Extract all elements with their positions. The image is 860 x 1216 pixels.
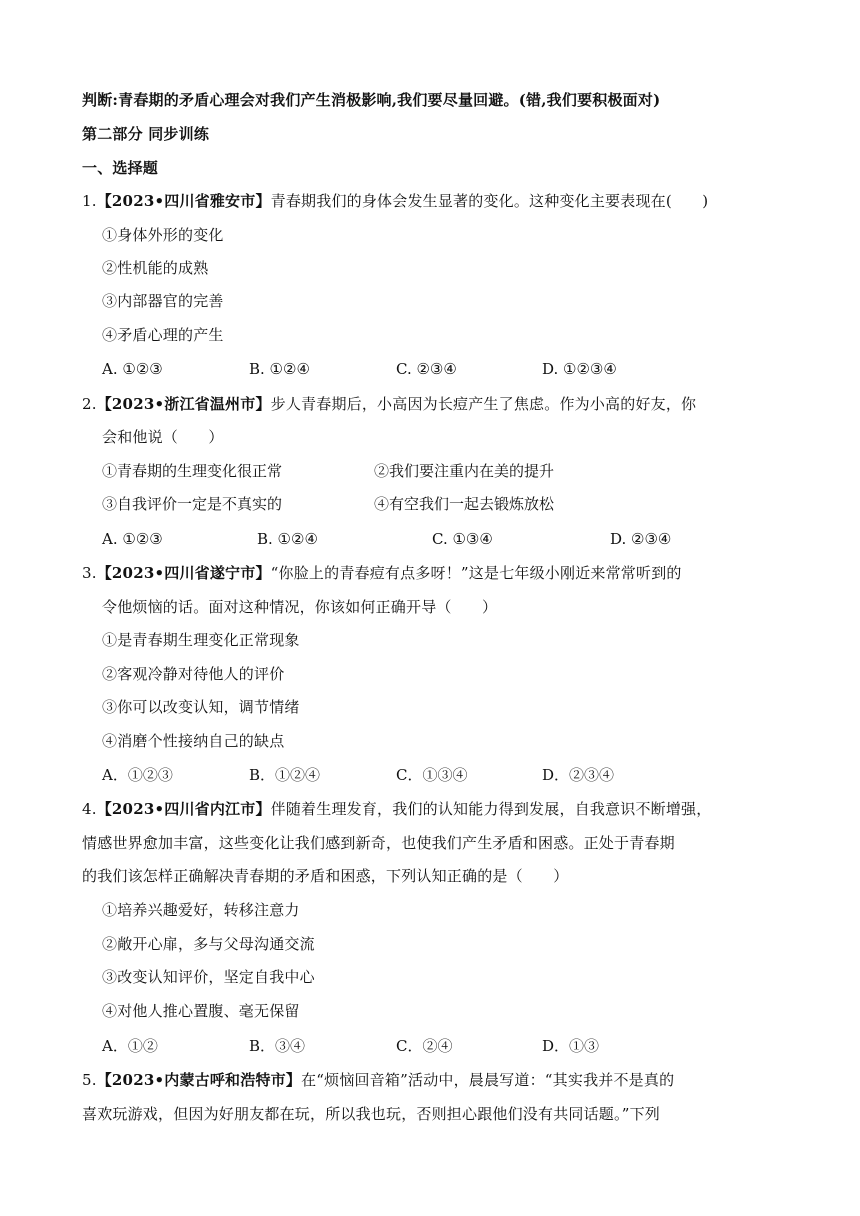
question-4-option: ②敞开心扉，多与父母沟通交流	[102, 935, 315, 953]
choice-b: B．③④	[249, 1037, 306, 1055]
choice-c: C. ①③④	[432, 530, 493, 548]
question-number: 3.	[82, 564, 97, 582]
judgment-note: 判断:青春期的矛盾心理会对我们产生消极影响,我们要尽量回避。(错,我们要积极面对)	[82, 91, 661, 109]
choice-d: D．②③④	[542, 766, 615, 784]
question-1-option: ④矛盾心理的产生	[102, 326, 224, 344]
question-1-option: ②性机能的成熟	[102, 259, 209, 277]
choice-d: D．①③	[542, 1037, 600, 1055]
choice-b: B．①②④	[249, 766, 321, 784]
question-4-option: ④对他人推心置腹、毫无保留	[102, 1002, 300, 1020]
question-text: 伴随着生理发育，我们的认知能力得到发展，自我意识不断增强，	[270, 800, 712, 818]
subsection-title: 一、选择题	[82, 159, 159, 177]
section-title: 第二部分 同步训练	[82, 125, 210, 143]
question-4-stem	[82, 799, 711, 819]
question-5-stem-cont: 喜欢玩游戏，但因为好朋友都在玩，所以我也玩，否则担心跟他们没有共同话题。”下列	[82, 1105, 660, 1123]
question-2-option: ②我们要注重内在美的提升	[374, 462, 555, 480]
question-3-choices	[102, 765, 802, 785]
question-source: 【2023•内蒙古呼和浩特市】	[96, 1071, 302, 1089]
choice-a: A. ①②③	[102, 360, 163, 378]
question-number: 4.	[82, 800, 97, 818]
question-2-options-row-2	[102, 494, 802, 514]
question-4-stem-cont: 情感世界愈加丰富，这些变化让我们感到新奇，也使我们产生矛盾和困惑。正处于青春期	[82, 834, 675, 852]
choice-c: C．①③④	[396, 766, 468, 784]
choice-c: C．②④	[396, 1037, 453, 1055]
question-1-option: ③内部器官的完善	[102, 292, 224, 310]
choice-d: D. ②③④	[610, 530, 672, 548]
question-4-stem-cont: 的我们该怎样正确解决青春期的矛盾和困惑，下列认知正确的是（ ）	[82, 867, 569, 885]
question-3-stem	[82, 563, 682, 583]
question-2-choices	[102, 529, 802, 549]
question-text: “你脸上的青春痘有点多呀！”这是七年级小刚近来常常听到的	[270, 564, 682, 582]
choice-a: A. ①②③	[102, 530, 163, 548]
question-text: 在“烦恼回音箱”活动中，晨晨写道：“其实我并不是真的	[301, 1071, 675, 1089]
question-source: 【2023•四川省雅安市】	[96, 192, 271, 210]
question-5-stem	[82, 1070, 674, 1090]
choice-b: B. ①②④	[257, 530, 318, 548]
question-3-option: ①是青春期生理变化正常现象	[102, 631, 300, 649]
choice-b: B. ①②④	[249, 360, 310, 378]
choice-a: A．①②③	[102, 766, 173, 784]
choice-c: C. ②③④	[396, 360, 457, 378]
question-1-option: ①身体外形的变化	[102, 226, 224, 244]
question-source: 【2023•浙江省温州市】	[96, 395, 271, 413]
question-number: 5.	[82, 1071, 97, 1089]
question-4-option: ③改变认知评价，坚定自我中心	[102, 968, 315, 986]
question-2-options-row-1	[102, 461, 802, 481]
question-1-choices	[102, 359, 802, 379]
question-2-option: ③自我评价一定是不真实的	[102, 495, 283, 513]
question-3-option: ②客观冷静对待他人的评价	[102, 665, 285, 683]
question-3-stem-cont: 令他烦恼的话。面对这种情况，你该如何正确开导（ ）	[102, 598, 498, 616]
question-4-option: ①培养兴趣爱好，转移注意力	[102, 901, 300, 919]
question-source: 【2023•四川省内江市】	[96, 800, 271, 818]
question-2-option: ④有空我们一起去锻炼放松	[374, 495, 555, 513]
question-2-stem-cont: 会和他说（ ）	[102, 428, 224, 446]
question-text: 青春期我们的身体会发生显著的变化。这种变化主要表现在( )	[270, 192, 709, 210]
question-3-option: ④消磨个性接纳自己的缺点	[102, 732, 285, 750]
question-4-choices	[102, 1036, 802, 1056]
question-2-stem	[82, 394, 696, 414]
question-number: 1.	[82, 192, 97, 210]
choice-d: D. ①②③④	[542, 360, 617, 378]
question-3-option: ③你可以改变认知，调节情绪	[102, 698, 300, 716]
question-number: 2.	[82, 395, 97, 413]
question-source: 【2023•四川省遂宁市】	[96, 564, 271, 582]
question-text: 步人青春期后，小高因为长痘产生了焦虑。作为小高的好友，你	[270, 395, 697, 413]
question-1-stem	[82, 191, 708, 211]
choice-a: A．①②	[102, 1037, 158, 1055]
question-2-option: ①青春期的生理变化很正常	[102, 462, 283, 480]
